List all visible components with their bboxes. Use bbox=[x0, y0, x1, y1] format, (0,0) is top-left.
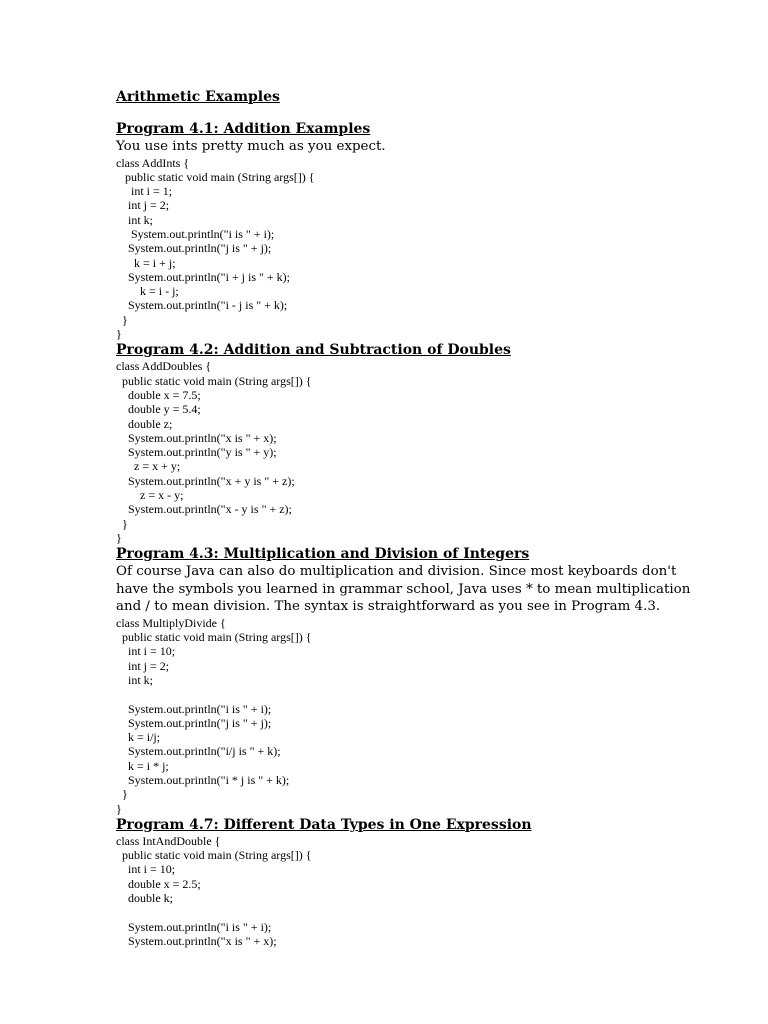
code-line: } bbox=[116, 801, 122, 816]
code-line: } bbox=[116, 787, 128, 802]
code-line: System.out.println("x + y is " + z); bbox=[116, 473, 295, 488]
code-line: } bbox=[116, 312, 128, 327]
program-section bbox=[116, 816, 756, 948]
code-line: System.out.println("x - y is " + z); bbox=[116, 502, 292, 517]
code-line: public static void main (String args[]) { bbox=[116, 373, 312, 388]
code-line: } bbox=[116, 516, 128, 531]
program-section bbox=[116, 545, 756, 816]
code-listing bbox=[116, 616, 756, 816]
code-line: System.out.println("x is " + x); bbox=[116, 430, 277, 445]
code-line: System.out.println("i/j is " + k); bbox=[116, 744, 281, 759]
program-section bbox=[116, 341, 756, 545]
code-line: k = i/j; bbox=[116, 730, 161, 745]
code-line: System.out.println("i - j is " + k); bbox=[116, 298, 288, 313]
code-line: int i = 10; bbox=[116, 862, 176, 877]
code-line: int j = 2; bbox=[116, 198, 170, 213]
code-line: class IntAndDouble { bbox=[116, 833, 221, 848]
code-line: double x = 7.5; bbox=[116, 387, 201, 402]
code-line: System.out.println("i is " + i); bbox=[116, 919, 272, 934]
code-line: double y = 5.4; bbox=[116, 402, 201, 417]
code-line: public static void main (String args[]) { bbox=[116, 630, 312, 645]
code-listing bbox=[116, 156, 756, 342]
program-section bbox=[116, 120, 756, 341]
code-line: int j = 2; bbox=[116, 658, 170, 673]
code-line: System.out.println("j is " + j); bbox=[116, 241, 272, 256]
code-line: class MultiplyDivide { bbox=[116, 615, 226, 630]
section-heading: Program 4.3: Multiplication and Division of Integers bbox=[116, 546, 530, 563]
prose-line: and / to mean division. The syntax is straightforward as you see in Program 4.3. bbox=[116, 599, 661, 615]
code-line: System.out.println("i is " + i); bbox=[116, 701, 272, 716]
code-line: System.out.println("j is " + j); bbox=[116, 715, 272, 730]
code-line: double k; bbox=[116, 891, 173, 906]
code-line: System.out.println("x is " + x); bbox=[116, 933, 277, 948]
section-heading: Program 4.7: Different Data Types in One Expression bbox=[116, 816, 532, 833]
section-heading: Program 4.1: Addition Examples bbox=[116, 121, 371, 137]
document-body bbox=[116, 120, 756, 948]
code-line: public static void main (String args[]) { bbox=[116, 848, 312, 863]
code-line: } bbox=[116, 327, 122, 342]
code-line: int k; bbox=[116, 672, 154, 687]
code-line: double z; bbox=[116, 416, 173, 431]
code-line: z = x - y; bbox=[116, 488, 184, 503]
code-line: int k; bbox=[116, 212, 154, 227]
code-line: } bbox=[116, 530, 122, 545]
code-line: int i = 1; bbox=[116, 184, 173, 199]
code-line bbox=[116, 905, 756, 919]
code-line: System.out.println("i * j is " + k); bbox=[116, 772, 290, 787]
code-line: int i = 10; bbox=[116, 644, 176, 659]
section-prose bbox=[116, 563, 756, 616]
code-line: double x = 2.5; bbox=[116, 876, 201, 891]
code-listing bbox=[116, 834, 756, 948]
code-line: System.out.println("i is " + i); bbox=[116, 226, 275, 241]
section-heading: Program 4.2: Addition and Subtraction of Doubles bbox=[116, 342, 511, 359]
code-line bbox=[116, 687, 756, 701]
code-line: z = x + y; bbox=[116, 459, 181, 474]
prose-line: You use ints pretty much as you expect. bbox=[116, 139, 386, 154]
prose-line: have the symbols you learned in grammar school, Java uses * to mean multiplication bbox=[116, 581, 691, 597]
code-line: class AddInts { bbox=[116, 155, 190, 170]
prose-line: Of course Java can also do multiplication and division. Since most keyboards don't bbox=[116, 564, 677, 580]
document-title: Arithmetic Examples bbox=[116, 89, 280, 105]
code-line: k = i * j; bbox=[116, 758, 169, 773]
code-line: public static void main (String args[]) { bbox=[116, 169, 315, 184]
code-line: class AddDoubles { bbox=[116, 359, 212, 374]
code-line: System.out.println("y is " + y); bbox=[116, 445, 277, 460]
code-line: k = i - j; bbox=[116, 284, 179, 299]
code-line: System.out.println("i + j is " + k); bbox=[116, 269, 290, 284]
code-listing bbox=[116, 359, 756, 545]
code-line: k = i + j; bbox=[116, 255, 176, 270]
document-page bbox=[116, 87, 756, 948]
section-prose bbox=[116, 138, 756, 156]
